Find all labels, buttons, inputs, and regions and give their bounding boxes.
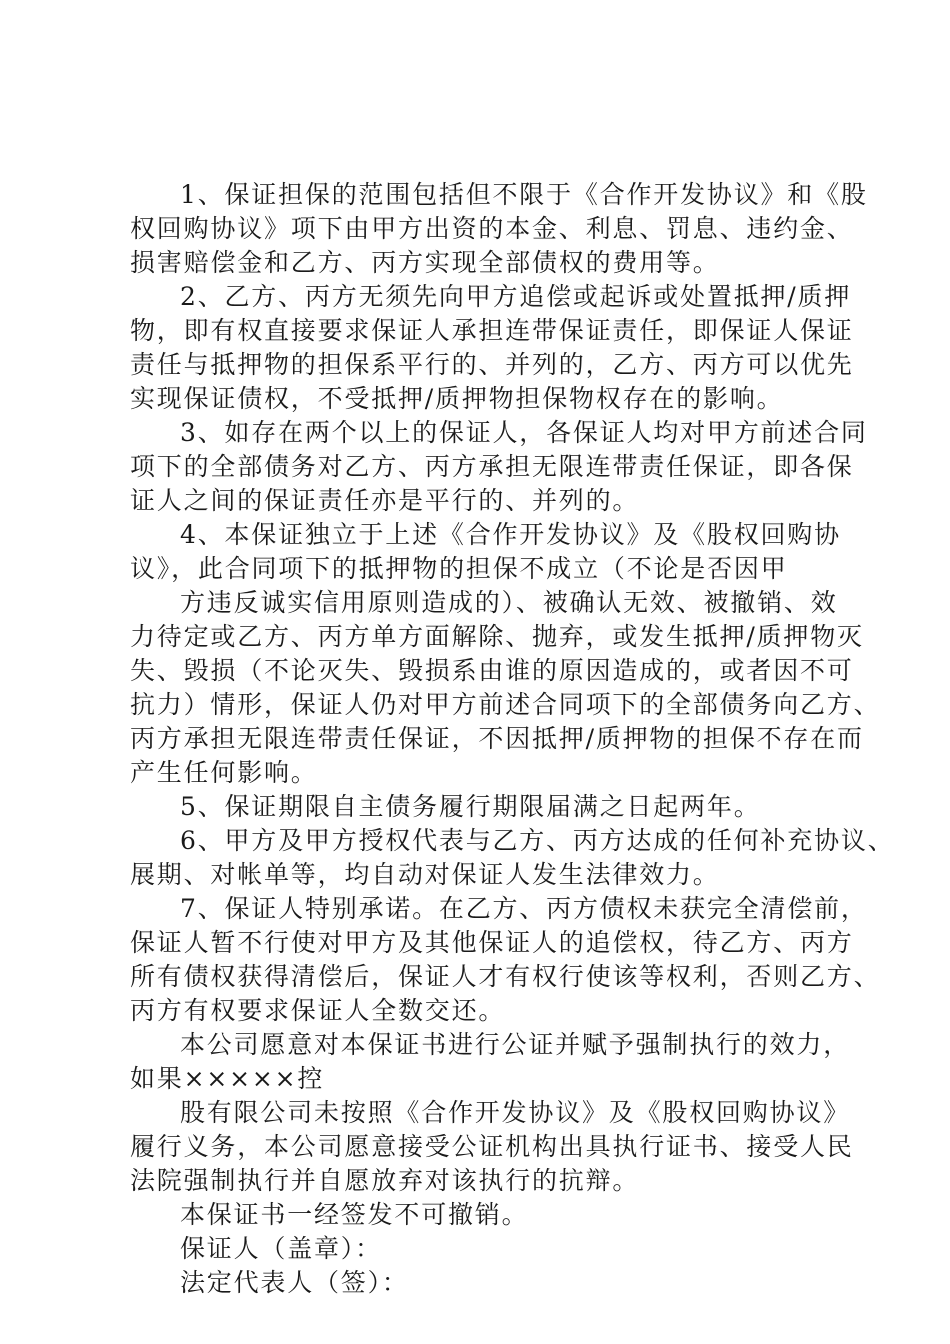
document-line: 保证人暂不行使对甲方及其他保证人的追偿权，待乙方、丙方 (130, 928, 854, 957)
document-line: 权回购协议》项下由甲方出资的本金、利息、罚息、违约金、 (130, 214, 854, 243)
document-line: 实现保证债权，不受抵押/质押物担保物权存在的影响。 (130, 384, 784, 413)
document-line: 本公司愿意对本保证书进行公证并赋予强制执行的效力， (180, 1030, 851, 1059)
document-line: 7、保证人特别承诺。在乙方、丙方债权未获完全清偿前， (180, 894, 868, 923)
document-line: 产生任何影响。 (130, 758, 318, 787)
document-line: 3、如存在两个以上的保证人，各保证人均对甲方前述合同 (180, 418, 868, 447)
document-line: 法院强制执行并自愿放弃对该执行的抗辩。 (130, 1166, 640, 1195)
document-line: 5、保证期限自主债务履行期限届满之日起两年。 (180, 792, 761, 821)
document-line: 股有限公司未按照《合作开发协议》及《股权回购协议》 (180, 1098, 851, 1127)
document-line: 所有债权获得清偿后，保证人才有权行使该等权利，否则乙方、 (130, 962, 881, 991)
document-line: 6、甲方及甲方授权代表与乙方、丙方达成的任何补充协议、 (180, 826, 895, 855)
document-line: 丙方承担无限连带责任保证，不因抵押/质押物的担保不存在而 (130, 724, 864, 753)
document-line: 法定代表人（签）： (180, 1268, 409, 1297)
document-line: 物，即有权直接要求保证人承担连带保证责任，即保证人保证 (130, 316, 854, 345)
document-line: 4、本保证独立于上述《合作开发协议》及《股权回购协 (180, 520, 841, 549)
document-line: 损害赔偿金和乙方、丙方实现全部债权的费用等。 (130, 248, 720, 277)
document-line: 本保证书一经签发不可撤销。 (180, 1200, 529, 1229)
document-line: 项下的全部债务对乙方、丙方承担无限连带责任保证，即各保 (130, 452, 854, 481)
document-line: 履行义务，本公司愿意接受公证机构出具执行证书、接受人民 (130, 1132, 854, 1161)
document-line: 抗力）情形，保证人仍对甲方前述合同项下的全部债务向乙方、 (130, 690, 881, 719)
document-line: 力待定或乙方、丙方单方面解除、抛弃，或发生抵押/质押物灭 (130, 622, 864, 651)
document-line: 如果×××××控 (130, 1064, 325, 1093)
document-line: 议》，此合同项下的抵押物的担保不成立（不论是否因甲 (130, 554, 788, 583)
document-line: 失、毁损（不论灭失、毁损系由谁的原因造成的，或者因不可 (130, 656, 854, 685)
document-line: 丙方有权要求保证人全数交还。 (130, 996, 506, 1025)
document-line: 展期、对帐单等，均自动对保证人发生法律效力。 (130, 860, 720, 889)
document-body (130, 178, 895, 1300)
document-line: 2、乙方、丙方无须先向甲方追偿或起诉或处置抵押/质押 (180, 282, 852, 311)
document-line: 方违反诚实信用原则造成的）、被确认无效、被撤销、效 (180, 588, 838, 617)
document-line: 证人之间的保证责任亦是平行的、并列的。 (130, 486, 640, 515)
document-line: 1、保证担保的范围包括但不限于《合作开发协议》和《股 (180, 180, 868, 209)
document-line: 责任与抵押物的担保系平行的、并列的，乙方、丙方可以优先 (130, 350, 854, 379)
document-line: 保证人（盖章）： (180, 1234, 382, 1263)
